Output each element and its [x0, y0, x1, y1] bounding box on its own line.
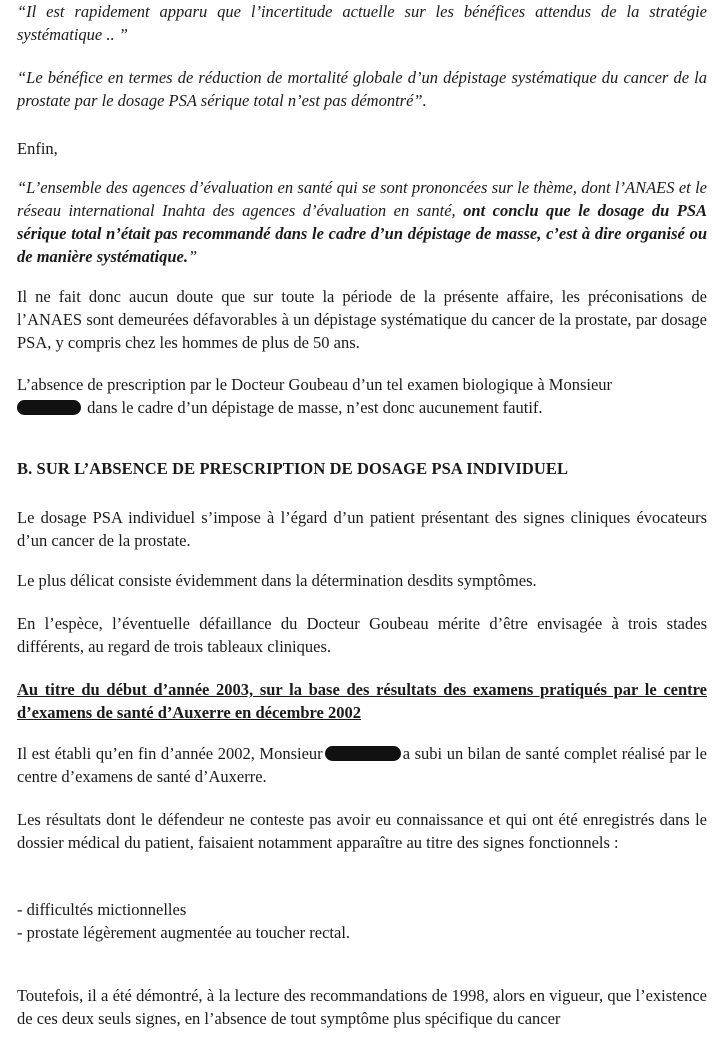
- paragraph-resultats: Les résultats dont le défendeur ne conteste pas avoir eu connaissance et qui ont été enregistrés dans le dossier médical du patient, faisaient notamment apparaître au titre des signes fonctionnels :: [17, 810, 707, 852]
- section-b-title: B. SUR L’ABSENCE DE PRESCRIPTION DE DOSAGE PSA INDIVIDUEL: [17, 459, 569, 478]
- redacted-name-2: [325, 746, 401, 761]
- subheading-debut-2003: Au titre du début d’année 2003, sur la base des résultats des examens pratiqués par le centre d’examens de santé d’Auxerre en décembre 2002: [17, 680, 707, 722]
- quote-agences-start: “L’ensemble des agences d’évaluation en santé qui se sont prononcées sur le thème, dont l’ANAES et le réseau international Inahta des agences d’évaluation en santé,: [17, 178, 707, 220]
- redacted-name: [17, 400, 81, 415]
- quote-agences: [17, 176, 707, 268]
- paragraph-absence: [17, 373, 707, 419]
- paragraph-doute: Il ne fait donc aucun doute que sur toute la période de la présente affaire, les préconisations de l’ANAES sont demeurées défavorables à un dépistage systématique du cancer de la prostate, par dosage PSA, y compris chez les hommes de plus de 50 ans.: [17, 287, 707, 352]
- quote-benefice: “Le bénéfice en termes de réduction de mortalité globale d’un dépistage systématique du cancer de la prostate par le dosage PSA sérique total n’est pas démontré”.: [17, 68, 707, 110]
- paragraph-toutefois: Toutefois, il a été démontré, à la lecture des recommandations de 1998, alors en vigueur, que l’existence de ces deux seuls signes, en l’absence de tout symptôme plus spécifique du cancer: [17, 986, 707, 1028]
- paragraph-espece: En l’espèce, l’éventuelle défaillance du Docteur Goubeau mérite d’être envisagée à trois stades différents, au regard de trois tableaux cliniques.: [17, 614, 707, 656]
- quote-agences-conclusion: ont conclu que le dosage du PSA sérique total n’était pas recommandé dans le cadre d’un dépistage de masse, c’est à dire organisé ou de manière systématique.: [17, 201, 708, 266]
- quote-incertitude: “Il est rapidement apparu que l’incertitude actuelle sur les bénéfices attendus de la stratégie systématique .. ”: [17, 2, 707, 44]
- paragraph-delicat: Le plus délicat consiste évidemment dans la détermination desdits symptômes.: [17, 571, 537, 590]
- list-item: - prostate légèrement augmentée au toucher rectal.: [17, 923, 351, 942]
- paragraph-individuel: Le dosage PSA individuel s’impose à l’égard d’un patient présentant des signes cliniques évocateurs d’un cancer de la prostate.: [17, 508, 707, 550]
- paragraph-absence-end: dans le cadre d’un dépistage de masse, n’est donc aucunement fautif.: [83, 398, 543, 417]
- paragraph-etabli-end: a subi un bilan de santé complet réalisé par le centre d’examens de santé d’Auxerre.: [17, 744, 707, 786]
- paragraph-absence-start: L’absence de prescription par le Docteur Goubeau d’un tel examen biologique à Monsieur: [17, 375, 613, 394]
- signes-list: [17, 898, 707, 944]
- quote-agences-end: ”: [187, 247, 198, 266]
- enfin-text: Enfin,: [17, 139, 58, 158]
- paragraph-etabli: [17, 742, 707, 788]
- paragraph-etabli-start: Il est établi qu’en fin d’année 2002, Monsieur: [17, 744, 323, 763]
- list-item: - difficultés mictionnelles: [17, 900, 187, 919]
